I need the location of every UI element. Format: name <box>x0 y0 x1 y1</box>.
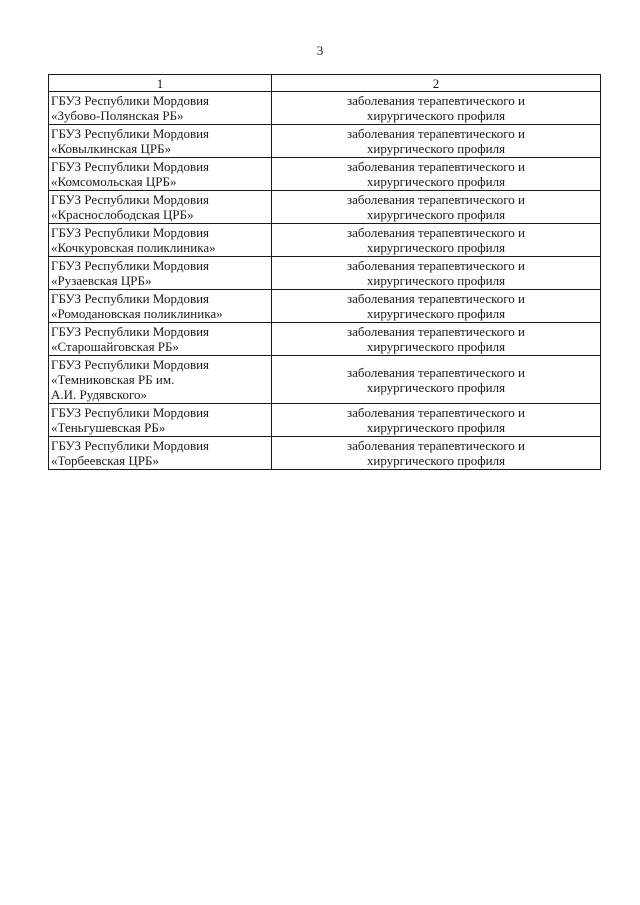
specialty-line: заболевания терапевтического и <box>347 324 525 339</box>
table-row <box>49 125 601 158</box>
specialty-line: хирургического профиля <box>366 420 506 435</box>
organization-cell <box>49 191 272 224</box>
specialty-line: хирургического профиля <box>366 453 506 468</box>
organization-name-line: «Рузаевская ЦРБ» <box>51 273 152 288</box>
organization-name-line: ГБУЗ Республики Мордовия <box>51 126 210 141</box>
organization-name-line: «Торбеевская ЦРБ» <box>51 453 159 468</box>
table-row <box>49 92 601 125</box>
organization-name-line: ГБУЗ Республики Мордовия <box>51 258 210 273</box>
specialty-line: хирургического профиля <box>366 273 506 288</box>
specialty-cell <box>272 191 601 224</box>
specialty-line: заболевания терапевтического и <box>347 258 525 273</box>
specialty-cell <box>272 224 601 257</box>
organization-name-line: «Ковылкинская ЦРБ» <box>51 141 172 156</box>
organization-cell <box>49 437 272 470</box>
specialty-line: заболевания терапевтического и <box>347 405 525 420</box>
table-row <box>49 290 601 323</box>
organization-name-line: ГБУЗ Республики Мордовия <box>51 93 210 108</box>
page-number: 3 <box>316 43 324 58</box>
specialty-line: заболевания терапевтического и <box>347 291 525 306</box>
organization-name-line: ГБУЗ Республики Мордовия <box>51 159 210 174</box>
table-row <box>49 437 601 470</box>
specialty-line: хирургического профиля <box>366 339 506 354</box>
specialty-line: хирургического профиля <box>366 379 506 395</box>
organization-name-line: ГБУЗ Республики Мордовия <box>51 225 210 240</box>
organization-cell <box>49 92 272 125</box>
specialty-cell <box>272 92 601 125</box>
organization-name-line: «Ромодановская поликлиника» <box>51 306 223 321</box>
organization-name-line: «Комсомольская ЦРБ» <box>51 174 177 189</box>
specialty-cell <box>272 437 601 470</box>
specialty-cell <box>272 158 601 191</box>
table-row <box>49 224 601 257</box>
organization-name-line: «Кочкуровская поликлиника» <box>51 240 216 255</box>
table-body <box>49 92 601 470</box>
organization-name-line: А.И. Рудявского» <box>51 387 148 402</box>
organization-cell <box>49 323 272 356</box>
specialty-cell <box>272 290 601 323</box>
specialty-line: хирургического профиля <box>366 141 506 156</box>
organization-cell <box>49 356 272 404</box>
organization-cell <box>49 224 272 257</box>
organization-cell <box>49 290 272 323</box>
specialty-line: заболевания терапевтического и <box>347 192 525 207</box>
organization-cell <box>49 158 272 191</box>
organization-name-line: «Краснослободская ЦРБ» <box>51 207 194 222</box>
specialty-line: заболевания терапевтического и <box>347 93 525 108</box>
table-row <box>49 257 601 290</box>
organization-name-line: ГБУЗ Республики Мордовия <box>51 405 210 420</box>
column-header-2: 2 <box>272 75 601 92</box>
specialty-cell <box>272 323 601 356</box>
organization-name-line: ГБУЗ Республики Мордовия <box>51 357 210 372</box>
organization-cell <box>49 404 272 437</box>
organization-name-line: ГБУЗ Республики Мордовия <box>51 324 210 339</box>
organization-cell <box>49 257 272 290</box>
table-row <box>49 158 601 191</box>
specialty-cell <box>272 257 601 290</box>
column-header-1: 1 <box>49 75 272 92</box>
specialty-line: хирургического профиля <box>366 174 506 189</box>
specialty-line: хирургического профиля <box>366 306 506 321</box>
specialty-line: заболевания терапевтического и <box>347 159 525 174</box>
specialty-cell <box>272 125 601 158</box>
organization-name-line: «Теньгушевская РБ» <box>51 420 166 435</box>
specialty-line: заболевания терапевтического и <box>347 364 525 380</box>
specialty-line: заболевания терапевтического и <box>347 126 525 141</box>
organization-cell <box>49 125 272 158</box>
specialty-line: хирургического профиля <box>366 240 506 255</box>
specialty-cell <box>272 356 601 404</box>
organization-name-line: «Старошайговская РБ» <box>51 339 180 354</box>
specialty-line: хирургического профиля <box>366 108 506 123</box>
table-row <box>49 404 601 437</box>
specialty-line: заболевания терапевтического и <box>347 225 525 240</box>
organization-name-line: ГБУЗ Республики Мордовия <box>51 438 210 453</box>
organization-name-line: ГБУЗ Республики Мордовия <box>51 291 210 306</box>
table-row <box>49 191 601 224</box>
organization-name-line: «Зубово-Полянская РБ» <box>51 108 184 123</box>
facilities-table <box>48 74 601 470</box>
organization-name-line: ГБУЗ Республики Мордовия <box>51 192 210 207</box>
specialty-line: хирургического профиля <box>366 207 506 222</box>
specialty-cell <box>272 404 601 437</box>
table-header-row <box>49 75 601 92</box>
table-row <box>49 356 601 404</box>
specialty-line: заболевания терапевтического и <box>347 438 525 453</box>
organization-name-line: «Темниковская РБ им. <box>51 372 175 387</box>
table-row <box>49 323 601 356</box>
